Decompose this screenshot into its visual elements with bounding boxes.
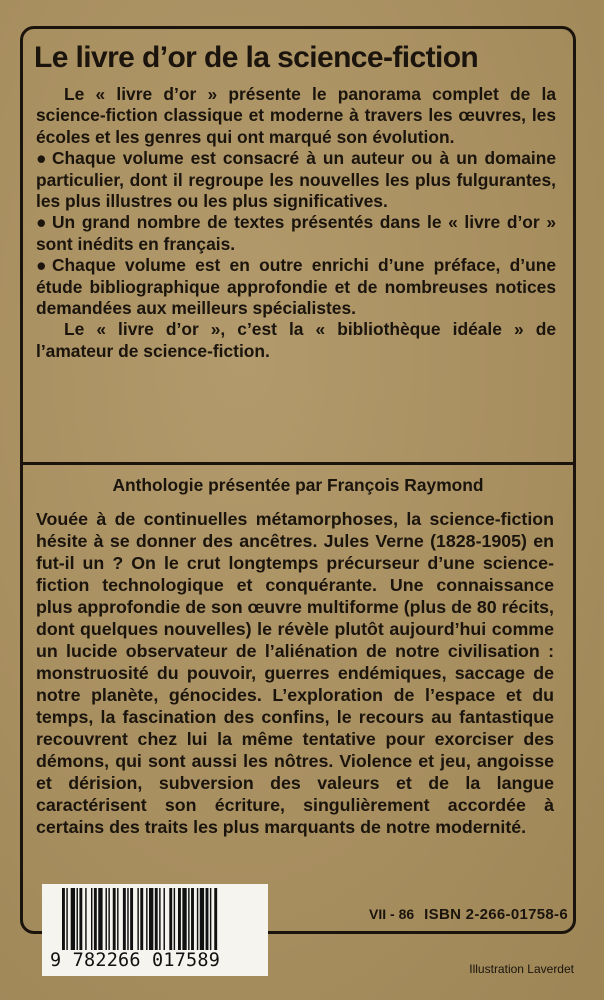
- book-description: Vouée à de continuelles métamorphoses, la science-fiction hésite à se donner des ancêtres. Jules Verne (1828-1905) en fut-il un ? On le crut longtemps précurseur d’une science-fiction technologique et conquérante. Une connaissance plus approfondie de son œuvre multiforme (plus de 80 récits, dont quelques nouvelles) le révèle plutôt aujourd’hui comme un lucide observateur de l’aliénation de notre civilisation : monstruosité du pouvoir, guerres endémiques, saccage de notre planète, génocides. L’exploration de l’espace et du temps, la fascination des confins, le recours au fantastique recouvrent chez lui la même tentative pour exorciser des démons, qui sont aussi les nôtres. Violence et jeu, angoisse et dérision, subversion des valeurs et de la langue caractérisent son écriture, singulièrement accordée à certains des traits les plus marquants de notre modernité.: [36, 509, 554, 837]
- intro-bullet: ● Chaque volume est en outre enrichi d’une préface, d’une étude bibliographique approfondie et de nombreuses notices demandées aux meilleurs spécialistes.: [36, 255, 556, 319]
- barcode-digits: 9 782266 017589: [50, 950, 221, 971]
- intro-bullet: ● Un grand nombre de textes présentés dans le « livre d’or » sont inédits en français.: [36, 212, 556, 254]
- isbn-line: [369, 906, 568, 923]
- illustration-credit: Illustration Laverdet: [469, 962, 574, 976]
- series-presentation: [36, 84, 556, 362]
- series-title: Le livre d’or de la science-fiction: [34, 41, 479, 74]
- barcode-icon: [62, 888, 258, 952]
- barcode-label: [42, 884, 268, 976]
- bullet-icon: ●: [36, 255, 47, 276]
- intro-closing: Le « livre d’or », c’est la « bibliothèque idéale » de l’amateur de science-fiction.: [36, 319, 556, 361]
- date-code: VII - 86: [369, 906, 415, 922]
- intro-bullet: ● Chaque volume est consacré à un auteur ou à un domaine particulier, dont il regroupe les nouvelles les plus fulgurantes, les plus illustres ou les plus significatives.: [36, 148, 556, 212]
- bullet-icon: ●: [36, 212, 47, 233]
- frame-divider: [20, 462, 576, 465]
- bullet-icon: ●: [36, 148, 47, 169]
- anthology-editor: Anthologie présentée par François Raymond: [112, 475, 484, 495]
- isbn-number: ISBN 2-266-01758-6: [424, 906, 568, 923]
- intro-paragraph: Le « livre d’or » présente le panorama complet de la science-fiction classique et moderne à travers les œuvres, les écoles et les genres qui ont marqué son évolution.: [36, 84, 556, 147]
